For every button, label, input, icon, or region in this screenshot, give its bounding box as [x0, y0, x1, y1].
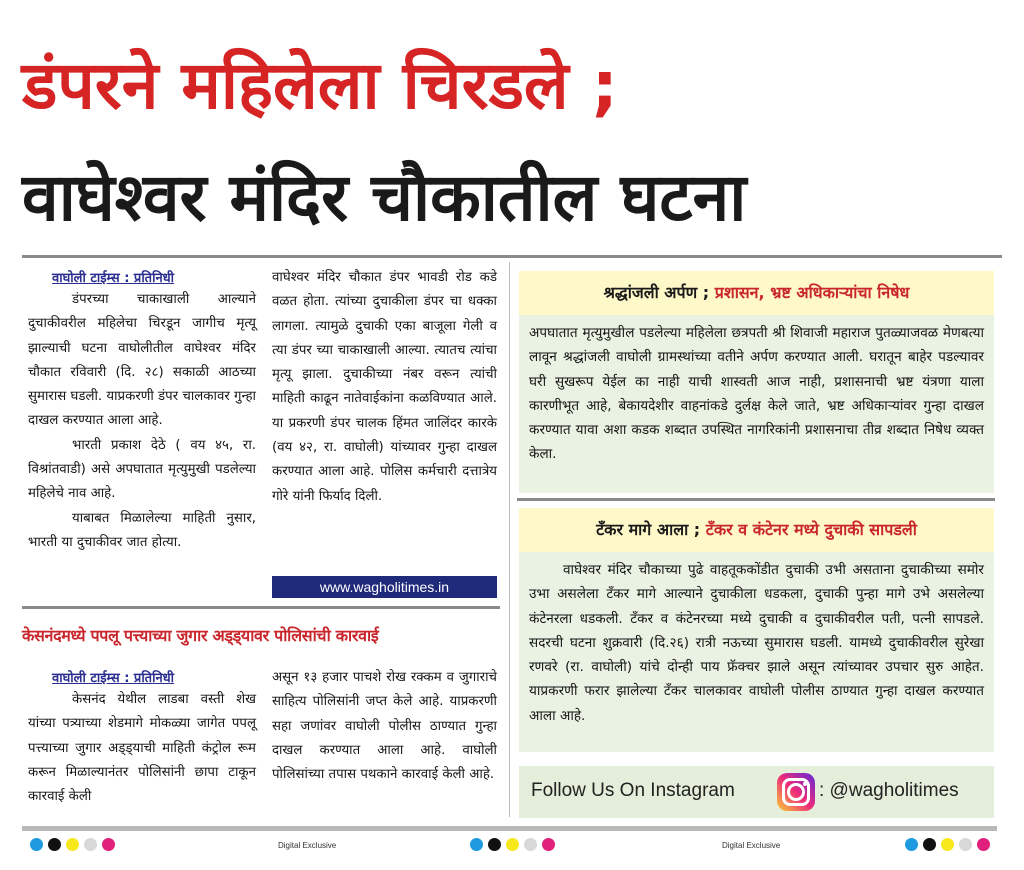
digital-exclusive-label: Digital Exclusive: [278, 841, 337, 850]
footer-bar: [22, 826, 997, 831]
registration-dot: [48, 838, 61, 851]
tribute-box: [519, 315, 994, 493]
tribute-banner-title: प्रशासन, भ्रष्ट अधिकाऱ्यांचा निषेध: [714, 283, 910, 302]
second-story-headline: केसनंदमध्ये पपलू पत्त्याच्या जुगार अड्ड्यावर पोलिसांची कारवाई: [22, 626, 379, 645]
tribute-body: अपघातात मृत्युमुखील पडलेल्या महिलेला छत्रपती श्री शिवाजी महाराज पुतळ्याजवळ मेणबत्या लावून श्रद्धांजली वाघोली ग्रामस्थांच्या वतीने अर्पण करण्यात आली. घरातून बाहेर पडल्यावर घरी सुखरूप येईल का नाही याची शास्वती आज नाही, प्रशासनाची भ्रष्ट यंत्रणा याला कारणीभूत आहे, बेकायदेशीर वाहनांकडे दुर्लक्ष केले जाते, भ्रष्ट अधिकाऱ्यांवर गुन्हा दाखल करण्यात यावा अशा कडक शब्दात उपस्थित नागरिकांनी प्रशासनाचा तीव्र शब्दात निषेध व्यक्त केला.: [529, 325, 984, 463]
instagram-handle[interactable]: : @wagholitimes: [819, 780, 959, 801]
tanker-banner: [519, 508, 994, 552]
main-story-paragraph: भारती प्रकाश देठे ( वय ४५, रा. विश्रांतवाडी) असे अपघातात मृत्युमुखी पडलेल्या महिलेचे नाव आहे.: [28, 437, 256, 502]
tanker-banner-prefix: टँकर मागे आला ;: [596, 520, 701, 539]
main-story-paragraph: डंपरच्या चाकाखाली आल्याने दुचाकीवरील महिलेचा चिरडून जागीच मृत्यू झाल्याची घटना वाघोलीतील वाघेश्वर मंदिर चौकात रविवारी (दि. २८) सकाळी आठच्या सुमारास घडली. याप्रकरणी डंपर चालकावर गुन्हा दाखल करण्यात आला आहे.: [28, 292, 256, 429]
second-story-byline: वाघोली टाईम्स : प्रतिनिधी: [52, 671, 175, 686]
registration-marks-right: [905, 838, 990, 851]
main-story-column-2: [272, 266, 497, 509]
headline-line-1: डंपरने महिलेला चिरडले ;: [22, 47, 619, 124]
registration-dot: [941, 838, 954, 851]
registration-dot: [66, 838, 79, 851]
registration-dot: [30, 838, 43, 851]
website-link[interactable]: www.wagholitimes.in: [272, 576, 497, 598]
left-section-divider: [22, 606, 500, 609]
column-divider: [509, 262, 510, 817]
registration-dot: [923, 838, 936, 851]
registration-dot: [977, 838, 990, 851]
registration-dot: [84, 838, 97, 851]
instagram-icon[interactable]: [777, 773, 815, 811]
tanker-box: [519, 552, 994, 752]
headline-line-2: वाघेश्वर मंदिर चौकातील घटना: [22, 159, 747, 236]
registration-dot: [488, 838, 501, 851]
registration-dot: [102, 838, 115, 851]
tribute-banner: [519, 271, 994, 315]
tanker-banner-title: टँकर व कंटेनर मध्ये दुचाकी सापडली: [705, 520, 917, 539]
registration-dot: [524, 838, 537, 851]
tribute-banner-prefix: श्रद्धांजली अर्पण ;: [603, 283, 710, 302]
registration-dot: [470, 838, 483, 851]
registration-dot: [506, 838, 519, 851]
second-story-paragraph: असून १३ हजार पाचशे रोख रक्कम व जुगाराचे साहित्य पोलिसांनी जप्त केले आहे. याप्रकरणी सहा जणांवर वाघोली पोलीस ठाण्यात गुन्हा दाखल करण्यात आला आहे. वाघोली पोलिसांच्या तपास पथकाने कारवाई केली आहे.: [272, 670, 497, 783]
registration-dot: [542, 838, 555, 851]
top-divider: [22, 255, 1002, 258]
registration-dot: [905, 838, 918, 851]
tanker-body: वाघेश्वर मंदिर चौकाच्या पुढे वाहतूककोंडीत दुचाकी उभी असताना दुचाकीच्या समोर उभा असलेला टँकर मागे आल्याने दुचाकीला धडकला, दुचाकी पुन्हा मागे उभे असलेल्या कंटेनरला धडकली. टँकर व कंटेनरच्या मध्ये दुचाकी व दुचाकीवरील पती, पत्नी सापडले. सदरची घटना शुक्रवारी (दि.२६) रात्री नऊच्या सुमारास घडली. यामध्ये दुचाकीवरील सुरेखा रणवरे (रा. वाघोली) यांचे दोन्ही पाय फ्रॅक्चर झाले असून त्यांच्यावर उपचार सुरु आहेत. याप्रकरणी फरार झालेल्या टँकर चालकावर वाघोली पोलीस ठाण्यात गुन्हा दाखल करण्यात आला आहे.: [529, 562, 984, 724]
instagram-follow-box[interactable]: [519, 766, 994, 818]
main-story-paragraph: वाघेश्वर मंदिर चौकात डंपर भावडी रोड कडे वळत होता. त्यांच्या दुचाकीला डंपर चा धक्का लागला. त्यामुळे दुचाकी एका बाजूला गेली व त्या डंपर च्या चाकाखाली आल्या. त्यातच त्यांचा मृत्यू झाला. दुचाकीच्या नंबर वरून त्यांची माहिती काढून नातेवाईकांना कळविण्यात आले. या प्रकरणी डंपर चालक हिंमत जालिंदर कारके (वय ४२, रा. वाघोली) यांच्यावर गुन्हा दाखल करण्यात आला आहे. पोलिस कर्मचारी दत्तात्रेय गोरे यांनी फिर्याद दिली.: [272, 270, 497, 504]
digital-exclusive-label: Digital Exclusive: [722, 841, 781, 850]
second-story-paragraph: केसनंद येथील लाडबा वस्ती शेख यांच्या पत्र्याच्या शेडमागे मोकळ्या जागेत पपलू पत्त्याच्या जुगार अड्ड्याची माहिती कंट्रोल रूम करून मिळाल्यानंतर पोलिसांनी छापा टाकून कारवाई केली: [28, 692, 256, 805]
second-story-column-2: [272, 666, 497, 787]
second-story-column-1: [28, 688, 256, 809]
right-section-divider: [517, 498, 995, 501]
main-story-byline: वाघोली टाईम्स : प्रतिनिधी: [52, 271, 175, 286]
registration-marks-left: [30, 838, 115, 851]
follow-text: Follow Us On Instagram: [531, 780, 735, 801]
main-story-paragraph: याबाबत मिळालेल्या माहिती नुसार, भारती या दुचाकीवर जात होत्या.: [28, 510, 256, 550]
registration-marks-center: [470, 838, 555, 851]
main-story-column-1: [28, 288, 256, 555]
registration-dot: [959, 838, 972, 851]
